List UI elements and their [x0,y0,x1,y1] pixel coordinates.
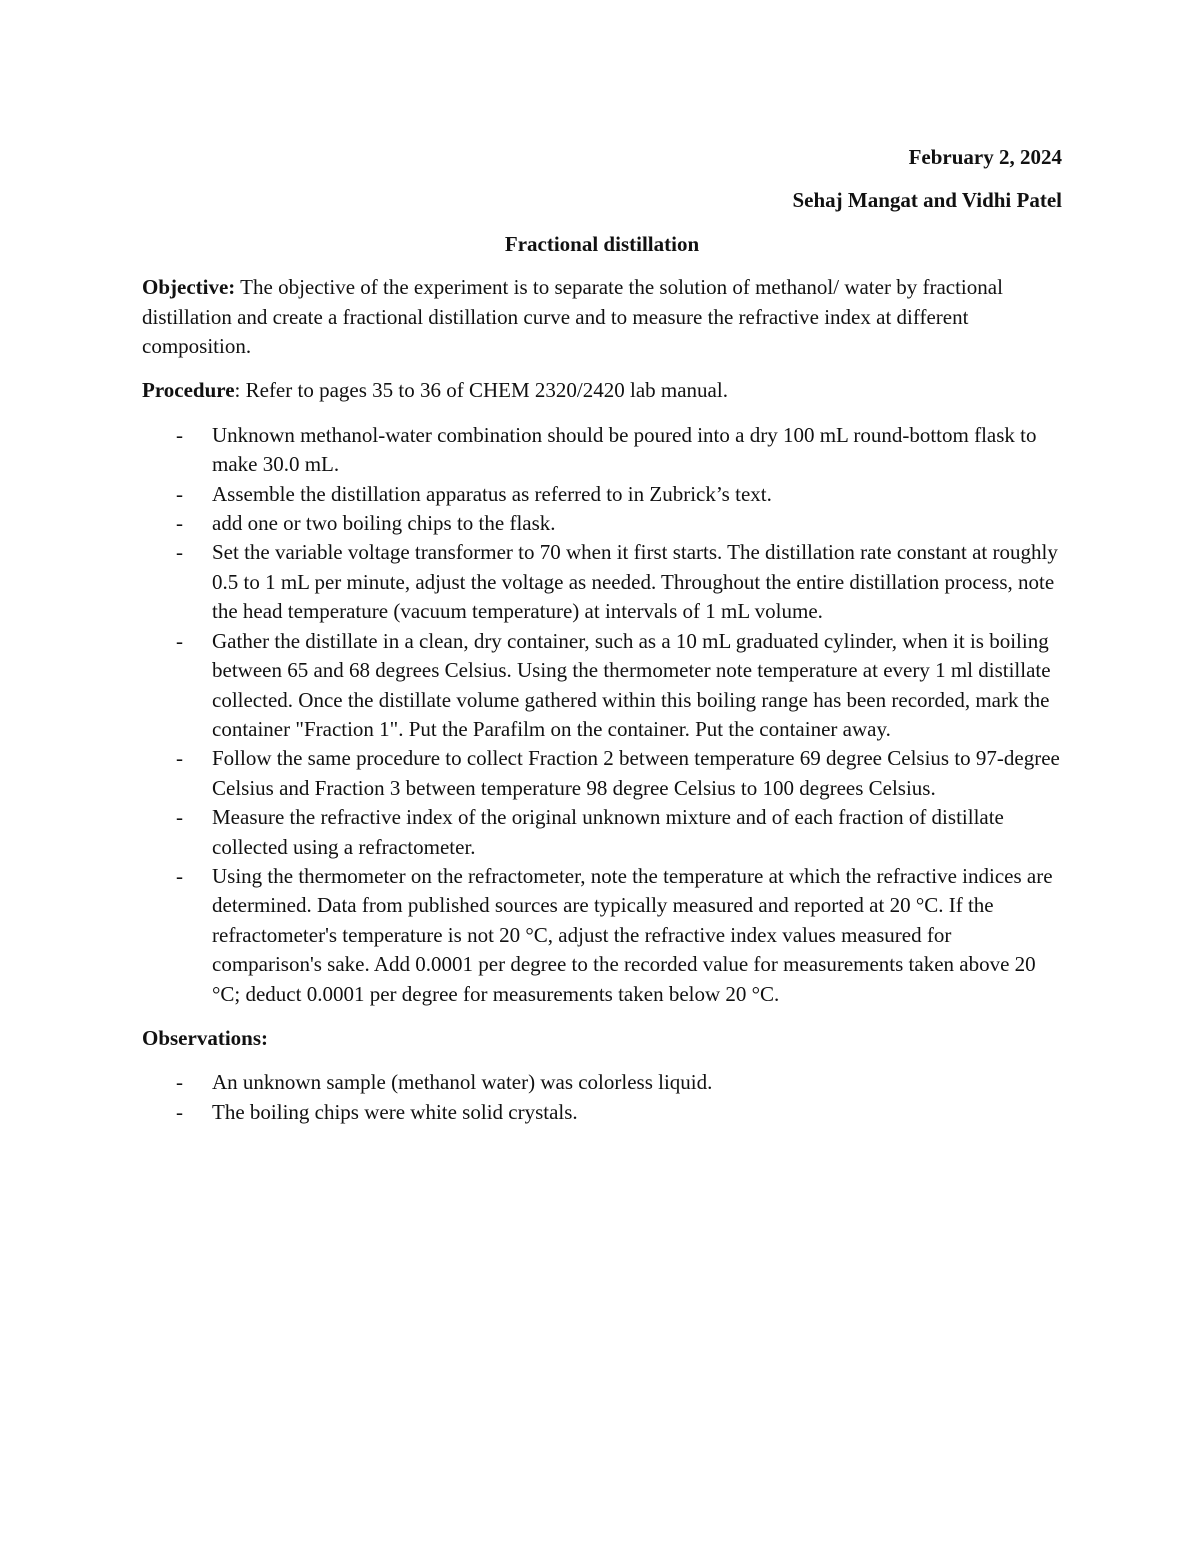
list-item [142,1098,1062,1127]
list-item [142,1068,1062,1097]
document-date: February 2, 2024 [908,145,1062,169]
procedure-step-text: Using the thermometer on the refractometer, note the temperature at which the refractive indices are determined. Data from published sources are typically measured and reported at 20 °C. If the refractometer's temperature is not 20 °C, adjust the refractive index values measured for comparison's sake. Add 0.0001 per degree to the recorded value for measurements taken above 20 °C; deduct 0.0001 per degree for measurements taken below 20 °C. [212,863,1053,1006]
procedure-step-text: Measure the refractive index of the original unknown mixture and of each fraction of distillate collected using a refractometer. [212,805,1004,859]
dash-bullet: - [176,511,183,536]
objective-text: The objective of the experiment is to separate the solution of methanol/ water by fractional distillation and create a fractional distillation curve and to measure the refractive index at different composition. [142,275,1003,359]
procedure-step-text: Unknown methanol-water combination should be poured into a dry 100 mL round-bottom flask to make 30.0 mL. [212,422,1037,477]
dash-bullet: - [176,1099,183,1124]
list-item [142,421,1062,480]
list-item [142,538,1062,626]
procedure-label: Procedure [142,378,235,403]
procedure-text: : Refer to pages 35 to 36 of CHEM 2320/2420 lab manual. [234,378,728,403]
list-item [142,803,1062,862]
dash-bullet: - [176,422,183,447]
list-item [142,862,1062,1009]
list-item [142,627,1062,745]
dash-bullet: - [176,481,183,506]
document-authors: Sehaj Mangat and Vidhi Patel [792,188,1062,213]
procedure-step-text: Follow the same procedure to collect Fraction 2 between temperature 69 degree Celsius to 97-degree Celsius and Fraction 3 between temperature 98 degree Celsius to 100 degrees Celsius. [212,746,1060,800]
list-item [142,509,1062,538]
observation-text: An unknown sample (methanol water) was colorless liquid. [212,1070,713,1095]
procedure-step-text: Gather the distillate in a clean, dry container, such as a 10 mL graduated cylinder, when it is boiling between 65 and 68 degrees Celsius. Using the thermometer note temperature at every 1 ml distillate collected. Once the distillate volume gathered within this boiling range has been recorded, mark the container "Fraction 1". Put the Parafilm on the container. Put the container away. [212,628,1051,741]
procedure-steps-list [142,421,1062,1009]
objective-label: Objective: [142,275,236,300]
objective-paragraph [142,273,1062,361]
document-page [142,143,1062,1142]
dash-bullet: - [176,1070,183,1095]
list-item [142,744,1062,803]
observations-heading: Observations: [142,1025,268,1050]
dash-bullet: - [176,863,183,888]
dash-bullet: - [176,805,183,830]
dash-bullet: - [176,540,183,565]
procedure-step-text: Assemble the distillation apparatus as referred to in Zubrick’s text. [212,481,772,506]
document-title: Fractional distillation [504,231,700,256]
dash-bullet: - [176,628,183,653]
dash-bullet: - [176,746,183,771]
procedure-step-text: Set the variable voltage transformer to 70 when it first starts. The distillation rate constant at roughly 0.5 to 1 mL per minute, adjust the voltage as needed. Throughout the entire distillation process, note the head temperature (vacuum temperature) at intervals of 1 mL volume. [212,540,1058,624]
procedure-step-text: add one or two boiling chips to the flask. [212,511,556,536]
list-item [142,480,1062,509]
observation-text: The boiling chips were white solid crystals. [212,1099,578,1124]
procedure-paragraph [142,376,1062,405]
observations-list [142,1068,1062,1127]
